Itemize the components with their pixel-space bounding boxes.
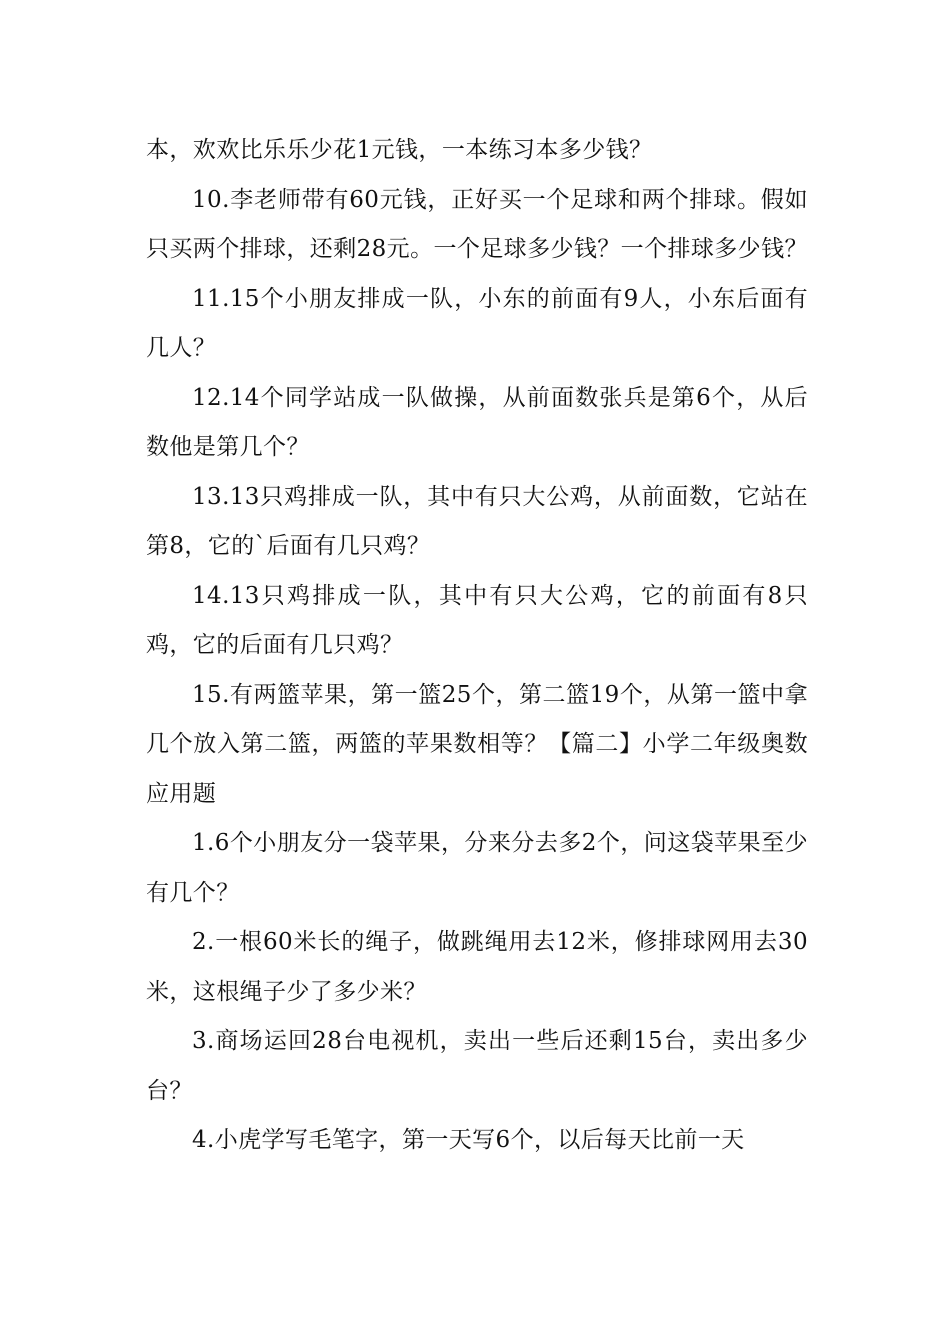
- problem-14: 14.13只鸡排成一队，其中有只大公鸡，它的前面有8只鸡，它的后面有几只鸡？: [146, 582, 808, 658]
- problem-13: 13.13只鸡排成一队，其中有只大公鸡，从前面数，它站在第8，它的`后面有几只鸡？: [146, 483, 808, 559]
- part2-problem-2: 2.一根60米长的绳子，做跳绳用去12米，修排球网用去30米，这根绳子少了多少米？: [146, 929, 808, 1005]
- document-page: [146, 126, 808, 1166]
- paragraph-continuation: 本，欢欢比乐乐少花1元钱，一本练习本多少钱？: [146, 137, 653, 163]
- part2-problem-4: 4.小虎学写毛笔字，第一天写6个，以后每天比前一天: [192, 1127, 745, 1153]
- part2-problem-3: 3.商场运回28台电视机，卖出一些后还剩15台，卖出多少台？: [146, 1028, 808, 1104]
- part2-problem-1: 1.6个小朋友分一袋苹果，分来分去多2个，问这袋苹果至少有几个？: [146, 830, 808, 906]
- problem-15: 15.有两篮苹果，第一篮25个，第二篮19个，从第一篮中拿几个放入第二篮，两篮的苹果数相等？【篇二】小学二年级奥数应用题: [146, 681, 808, 807]
- problem-11: 11.15个小朋友排成一队，小东的前面有9人，小东后面有几人？: [146, 285, 808, 361]
- problem-12: 12.14个同学站成一队做操，从前面数张兵是第6个，从后数他是第几个？: [146, 384, 808, 460]
- problem-10: 10.李老师带有60元钱，正好买一个足球和两个排球。假如只买两个排球，还剩28元。一个足球多少钱？一个排球多少钱？: [146, 186, 808, 262]
